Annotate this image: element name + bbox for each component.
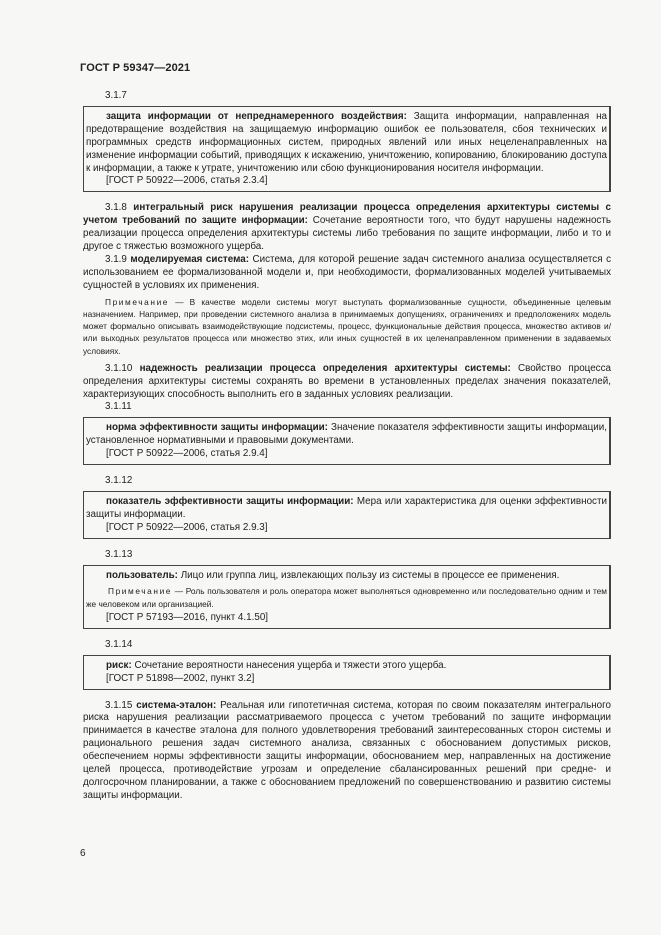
clause-number: 3.1.8 [105,202,127,214]
note-text: — В качестве модели системы могут выступать формализованные сущности, объединенные целевым назначением. Например, при проведении системного анализа в принимаемых допущениях, ограничениях и предположениях модель может формально описывать взаимодействующие подсистемы, процесс, функциональные действия процесса, множество активов и/или выходных результатов процесса или множество этих, или иных сущностей в их целенаправленном применении в задаваемых условиях. [83,296,611,356]
clause-number: 3.1.7 [105,90,127,101]
quoted-definition-box [83,565,611,629]
definition: Сочетание вероятности того, что будут нарушены надежность реализации процесса определения архитектуры системы либо требования по защите информации, либо и то и другое с тяжестью возможного ущерба. [83,215,611,253]
definition-text [86,660,607,673]
clause-number: 3.1.12 [105,475,133,487]
clause-number: 3.1.9 [105,253,127,265]
source-reference: [ГОСТ Р 51898—2002, пункт 3.2] [106,672,255,684]
quoted-definition-box [83,491,611,539]
definition: Система, для которой решение задач системного анализа осуществляется с использованием ее формализованной модели и, при необходимости, формализованных моделей учитываемых сущностей в условиях их применения. [83,253,611,291]
clause-number: 3.1.13 [105,548,133,560]
definition: Свойство процесса определения архитектуры системы сохранять во времени в установленных пределах значения показателей, характеризующих способность выполнить его в заданных условиях реализации. [83,362,611,400]
clause-number: 3.1.10 [105,362,133,374]
note-text: — Роль пользователя и роль оператора может выполняться одновременно или последовательно одним и тем же человеком или организацией. [86,586,607,609]
term: надежность реализации процесса определения архитектуры системы: [139,362,511,374]
definition: Лицо или группа лиц, извлекающих пользу из системы в процессе ее применения. [177,569,560,581]
term: моделируемая система: [130,253,250,265]
definition: Значение показателя эффективности защиты информации, установленное нормативными и правовыми документами. [86,422,607,447]
note-label: Примечание [108,586,173,597]
term: показатель эффективности защиты информации: [106,495,354,507]
term: защита информации от непреднамеренного воздействия: [106,110,407,122]
quoted-definition-box [83,655,611,690]
note-paragraph [86,585,607,609]
definition: Реальная или гипотетичная система, которая по своим показателям интегрального риска нарушения реализации рассматриваемого процесса с учетом требований по защите информации принимается в качестве эталона для полного удовлетворения требований заинтересованных сторон системы и рационального решения задач системного анализа, связанных с обоснованием допустимых рисков, обеспечением нормы эффективности защиты информации, обоснованием мер, направленных на достижение целей процесса, противодействие угрозам и определение сбалансированных решений при средне- и долгосрочном планировании, а также с обоснованием предложений по совершенствованию и развитию системы защиты информации. [83,699,611,801]
definition-paragraph [83,254,611,293]
definition-paragraph [83,700,611,803]
definition-text [86,111,607,176]
term: пользователь: [106,569,178,581]
document-header: ГОСТ Р 59347—2021 [80,62,191,74]
clause-number: 3.1.14 [105,638,133,650]
clause-number: 3.1.15 [105,699,133,711]
term: риск: [106,659,132,671]
quoted-definition-box [83,417,611,465]
term: норма эффективности защиты информации: [106,422,328,434]
page-number: 6 [80,848,86,859]
note-label: Примечание [105,296,170,307]
definition: Мера или характеристика для оценки эффективности защиты информации. [86,495,607,520]
document-body [83,90,611,803]
source-reference: [ГОСТ Р 50922—2006, статья 2.9.4] [106,448,268,460]
source-reference: [ГОСТ Р 57193—2016, пункт 4.1.50] [106,611,269,623]
definition: Защита информации, направленная на предотвращение воздействия на защищаемую информацию ошибок ее пользователя, сбоя технических и программных средств информационных систем, природных явлений или иных нецеленаправленных на изменение информации событий, приводящих к искажению, уничтожению, копированию, блокированию доступа к информации, а также к утрате, уничтожению или сбою функционирования носителя информации. [86,110,607,174]
definition: Сочетание вероятности нанесения ущерба и тяжести этого ущерба. [131,659,447,671]
definition-paragraph [83,363,611,402]
definition-text [86,496,607,522]
clause-number: 3.1.11 [105,401,132,413]
definition-paragraph [83,202,611,254]
definition-text [86,570,607,583]
note-paragraph [83,296,611,357]
term: интегральный риск нарушения реализации процесса определения архитектуры системы с учетом требований по защите информации: [83,202,611,227]
source-reference: [ГОСТ Р 50922—2006, статья 2.9.3] [106,521,268,533]
source-reference: [ГОСТ Р 50922—2006, статья 2.3.4] [106,175,268,187]
quoted-definition-box [83,106,611,192]
definition-text [86,422,607,448]
term: система-эталон: [136,699,217,711]
